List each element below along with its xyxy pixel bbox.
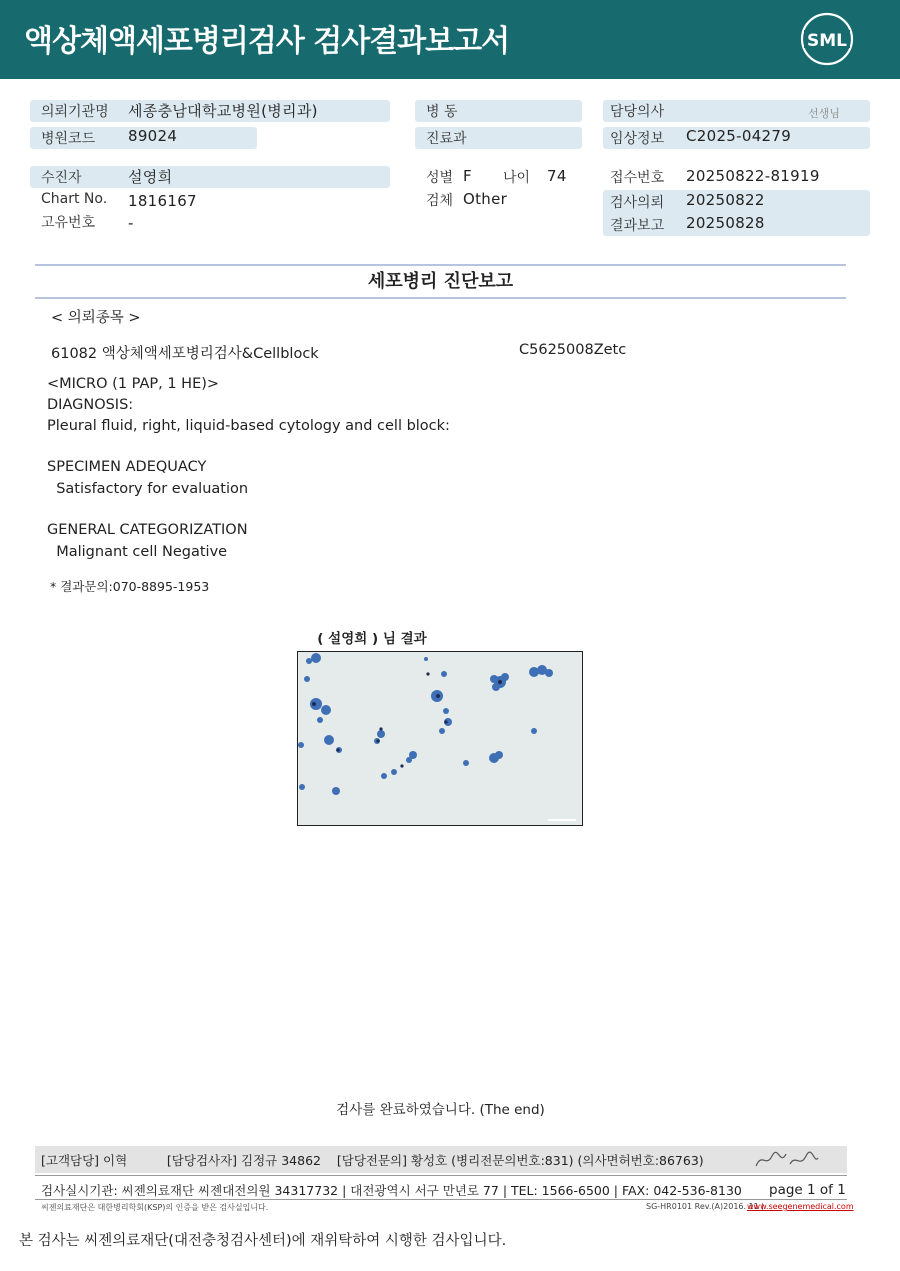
receipt-label: 접수번호: [610, 170, 665, 186]
chart-value: 1816167: [128, 192, 197, 210]
sex-value: F: [463, 167, 472, 185]
institution-line: 검사실시기관: 씨젠의료재단 씨젠대전의원 34317732 | 대전광역시 서구 만년로 77 | TEL: 1566-6500 | FAX: 042-536-8130: [41, 1183, 742, 1198]
request-date-value: 20250822: [686, 191, 765, 209]
ward-label: 병 동: [426, 104, 458, 120]
logo-text: SML: [807, 31, 847, 51]
staff-line: [고객담당] 이혁 [담당검사자] 김정규 34862 [담당전문의] 황성호 (병리전문의번호:831) (의사면허번호:86763): [41, 1153, 704, 1168]
adequacy-text: Satisfactory for evaluation: [47, 481, 249, 497]
clinical-value: C2025-04279: [686, 127, 792, 145]
hospital-code-value: 89024: [128, 127, 178, 145]
diagnosis-text: Pleural fluid, right, liquid-based cytology and cell block:: [47, 418, 450, 434]
sex-label: 성별: [426, 170, 454, 186]
categorization-heading: GENERAL CATEGORIZATION: [47, 522, 248, 538]
report-date-label: 결과보고: [610, 218, 665, 234]
unique-label: 고유번호: [41, 215, 96, 231]
report-title: 액상체액세포병리검사 검사결과보고서: [24, 24, 510, 59]
clinical-label: 임상정보: [610, 131, 665, 147]
age-value: 74: [547, 167, 567, 185]
requesting-org-value: 세종충남대학교병원(병리과): [128, 102, 318, 120]
footer-rule-top: [35, 1175, 847, 1176]
patient-label: 수진자: [41, 170, 82, 186]
test-ref: C5625008Zetc: [519, 342, 627, 358]
micro-line: <MICRO (1 PAP, 1 HE)>: [47, 376, 220, 392]
doctor-suffix: 선생님: [808, 107, 840, 120]
inquiry-note: * 결과문의:070-8895-1953: [50, 579, 210, 594]
cytology-image: [297, 651, 583, 826]
form-code: SG-HR0101 Rev.(A)2016. 11 |: [646, 1202, 764, 1211]
image-caption: ( 설영희 ) 님 결과: [317, 631, 427, 647]
signature-image: [752, 1148, 822, 1172]
section-rule-bottom: [35, 297, 846, 299]
website-link[interactable]: www.seegenemedical.com: [747, 1202, 854, 1211]
footer-rule-bottom: [35, 1199, 847, 1200]
patient-value: 설영희: [128, 168, 173, 186]
receipt-value: 20250822-81919: [686, 167, 820, 185]
section-rule-top: [35, 264, 846, 266]
request-heading: < 의뢰종목 >: [51, 310, 141, 326]
chart-label: Chart No.: [41, 191, 108, 207]
report-date-value: 20250828: [686, 214, 765, 232]
doctor-label: 담당의사: [610, 104, 665, 120]
categorization-text: Malignant cell Negative: [47, 544, 228, 560]
specimen-label: 검체: [426, 193, 454, 209]
section-title: 세포병리 진단보고: [367, 271, 514, 292]
specimen-value: Other: [463, 190, 508, 208]
unique-value: -: [128, 214, 134, 232]
page-label: page 1 of 1: [769, 1182, 846, 1198]
test-code-name: 61082 액상체액세포병리검사&Cellblock: [51, 346, 319, 362]
age-label: 나이: [503, 170, 531, 186]
hospital-code-label: 병원코드: [41, 131, 96, 147]
diagnosis-heading: DIAGNOSIS:: [47, 397, 134, 413]
bottom-note: 본 검사는 씨젠의료재단(대전충청검사센터)에 재위탁하여 시행한 검사입니다.: [19, 1233, 507, 1249]
ksp-note: 씨젠의료재단은 대한병리학회(KSP)의 인증을 받은 검사실입니다.: [41, 1203, 269, 1212]
request-date-label: 검사의뢰: [610, 195, 665, 211]
sml-logo: [800, 12, 854, 66]
patient-row: [30, 166, 390, 188]
adequacy-heading: SPECIMEN ADEQUACY: [47, 459, 207, 475]
requesting-org-label: 의뢰기관명: [41, 104, 109, 120]
department-label: 진료과: [426, 131, 467, 147]
end-text: 검사를 완료하였습니다. (The end): [336, 1102, 545, 1118]
